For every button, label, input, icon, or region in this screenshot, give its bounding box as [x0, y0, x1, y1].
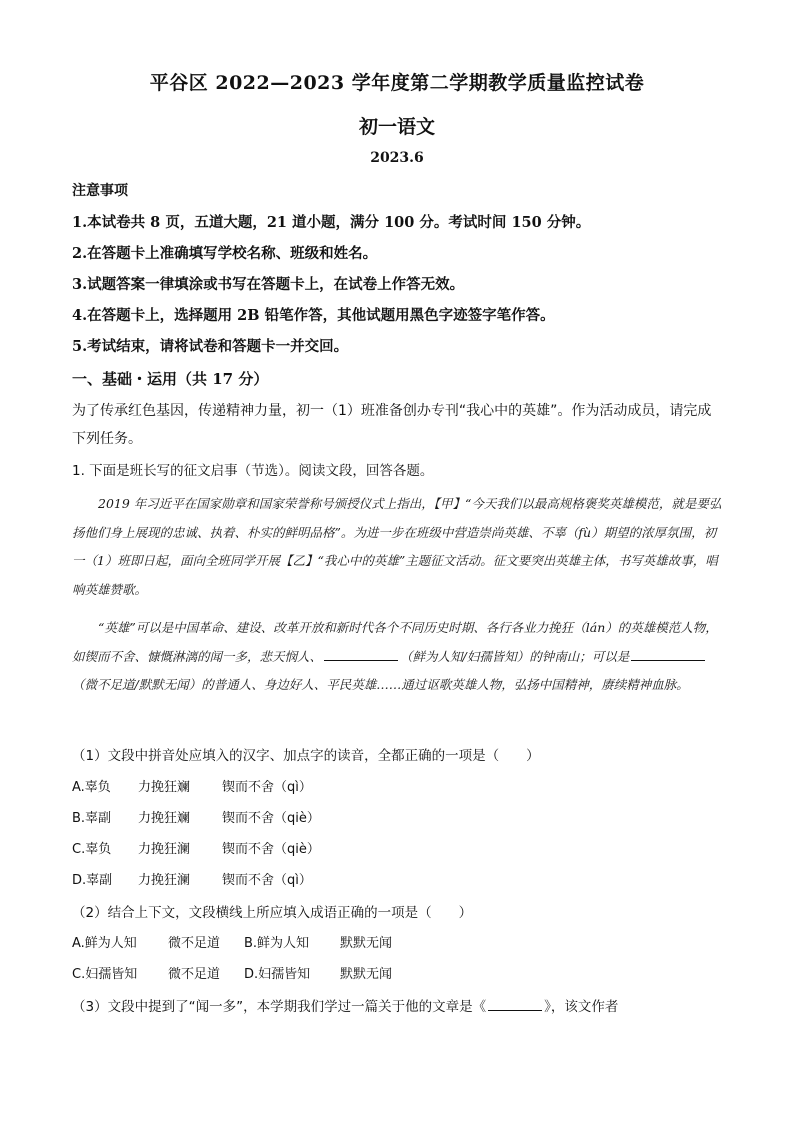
question-text: 》，该文作者 [544, 999, 619, 1015]
sub-question-2: （2）结合上下文，文段横线上所应填入成语正确的一项是（ ） [72, 905, 473, 921]
option-row [72, 869, 312, 888]
option-word: 锲而不舍（qì） [222, 873, 312, 888]
answer-blank [324, 648, 398, 661]
option-word: B.鲜为人知 [244, 936, 310, 951]
passage-paragraph-2 [72, 614, 724, 700]
option-word: A.鲜为人知 [72, 936, 137, 951]
question-text: （3）文段中提到了“闻一多”，本学期我们学过一篇关于他的文章是《 [72, 999, 487, 1015]
option-word: C.妇孺皆知 [72, 967, 138, 982]
note-item: 1.本试卷共 8 页，五道大题，21 道小题，满分 100 分。考试时间 150 分钟。 [72, 214, 591, 231]
sub-question-1: （1）文段中拼音处应填入的汉字、加点字的读音，全都正确的一项是（ ） [72, 748, 540, 764]
passage-paragraph-1 [72, 490, 724, 604]
note-item: 4.在答题卡上，选择题用 2B 铅笔作答，其他试题用黑色字迹签字笔作答。 [72, 307, 555, 324]
passage-text: 2019 年习近平在国家勋章和国家荣誉称号颁授仪式上指出，【甲】“今天我们以最高规格褒奖英雄模范，就是要弘扬他们身上展现的忠诚、执着、朴实的鲜明品格”。为进一步在班级中营造崇尚英雄、不辜（fù）期望的浓厚氛围，初一（1）班即日起，面向全班同学开展【乙】“我心中的英雄”主题征文活动。征文要突出英雄主体，书写英雄故事，唱响英雄赞歌。 [72, 496, 722, 597]
option-word: 微不足道 [168, 967, 221, 982]
option-word: 力挽狂澜 [138, 842, 191, 857]
passage-text: （鲜为人知/妇孺皆知）的钟南山；可以是 [400, 648, 630, 664]
passage-text: “英雄”可以是中国革命、建设、改革开放和新时代各个不同历史时期、各行各业力挽狂（lán）的英雄模范人物，如锲而不舍、慷慨淋漓的闻一多，悲天悯人、 [72, 620, 718, 664]
option-word: 锲而不舍（qì） [222, 780, 312, 795]
sub-question-3 [72, 995, 618, 1015]
option-word: 力挽狂斓 [138, 811, 191, 826]
option-row [72, 776, 312, 795]
note-item: 5.考试结束，请将试卷和答题卡一并交回。 [72, 338, 349, 355]
option-word: 力挽狂澜 [138, 873, 191, 888]
exam-title: 平谷区 2022—2023 学年度第二学期教学质量监控试卷 [149, 72, 645, 94]
option-label: A.辜负 [72, 780, 111, 795]
answer-blank [631, 648, 705, 661]
option-row [72, 807, 320, 826]
notes-heading: 注意事项 [72, 183, 128, 199]
option-row [72, 963, 392, 982]
option-row [72, 838, 320, 857]
option-word: 锲而不舍（qiè） [222, 842, 320, 857]
option-word: 锲而不舍（qiè） [222, 811, 320, 826]
exam-date: 2023.6 [370, 150, 424, 166]
section-title: 一、基础・运用（共 17 分） [72, 370, 269, 388]
passage-text: （微不足道/默默无闻）的普通人、身边好人、平民英雄……通过讴歌英雄人物，弘扬中国精神，赓续精神血脉。 [72, 677, 689, 692]
option-label: B.辜副 [72, 811, 112, 826]
option-word: D.妇孺皆知 [244, 967, 311, 982]
exam-subject: 初一语文 [358, 116, 435, 138]
option-word: 微不足道 [168, 936, 221, 951]
option-word: 默默无闻 [340, 967, 393, 982]
note-item: 2.在答题卡上准确填写学校名称、班级和姓名。 [72, 245, 378, 262]
option-label: D.辜副 [72, 873, 113, 888]
notes-block [72, 180, 732, 365]
answer-blank [488, 998, 542, 1011]
option-row [72, 932, 392, 951]
option-word: 默默无闻 [340, 936, 393, 951]
option-word: 力挽狂斓 [138, 780, 191, 795]
note-item: 3.试题答案一律填涂或书写在答题卡上，在试卷上作答无效。 [72, 276, 465, 293]
question-1: 1. 下面是班长写的征文启事（节选）。阅读文段，回答各题。 [72, 463, 434, 479]
option-label: C.辜负 [72, 842, 112, 857]
section-intro: 为了传承红色基因，传递精神力量，初一（1）班准备创办专刊“我心中的英雄”。作为活动成员，请完成下列任务。 [72, 403, 712, 447]
